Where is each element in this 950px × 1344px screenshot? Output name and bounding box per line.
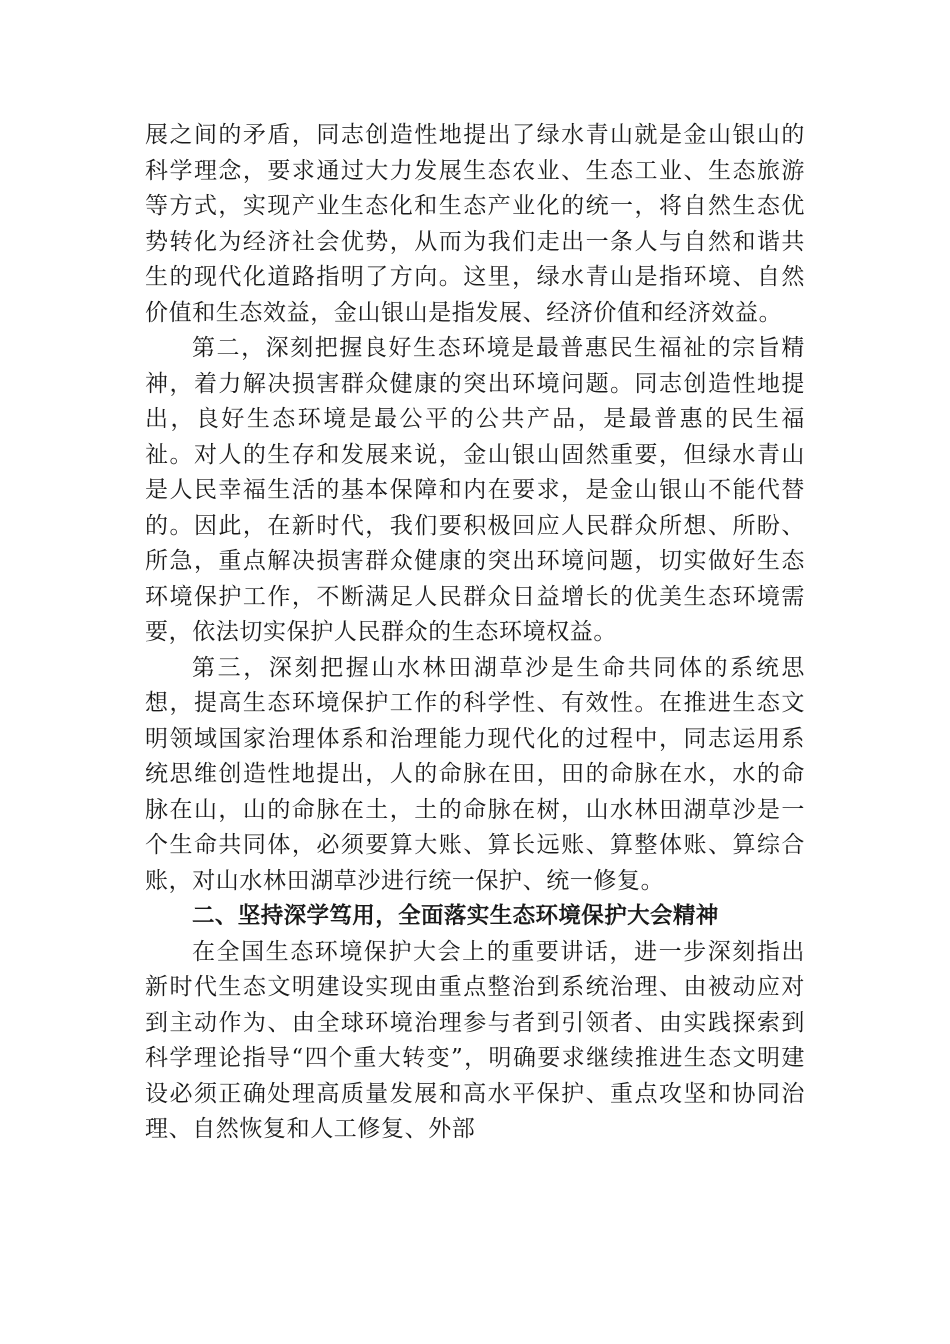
section-heading: 二、坚持深学笃用，全面落实生态环境保护大会精神	[192, 903, 719, 929]
document-page	[145, 118, 805, 1148]
paragraph-continuation: 展之间的矛盾，同志创造性地提出了绿水青山就是金山银山的科学理念，要求通过大力发展生态农业、生态工业、生态旅游等方式，实现产业生态化和生态产业化的统一，将自然生态优势转化为经济社会优势，从而为我们走出一条人与自然和谐共生的现代化道路指明了方向。这里，绿水青山是指环境、自然价值和生态效益，金山银山是指发展、经济价值和经济效益。	[145, 122, 805, 326]
paragraph-section-two-intro: 在全国生态环境保护大会上的重要讲话，进一步深刻指出新时代生态文明建设实现由重点整治到系统治理、由被动应对到主动作为、由全球环境治理参与者到引领者、由实践探索到科学理论指导“四个重大转变”，明确要求继续推进生态文明建设必须正确处理高质量发展和高水平保护、重点攻坚和协同治理、自然恢复和人工修复、外部	[145, 938, 805, 1142]
paragraph-third-point: 第三，深刻把握山水林田湖草沙是生命共同体的系统思想，提高生态环境保护工作的科学性、有效性。在推进生态文明领域国家治理体系和治理能力现代化的过程中，同志运用系统思维创造性地提出，人的命脉在田，田的命脉在水，水的命脉在山，山的命脉在土，土的命脉在树，山水林田湖草沙是一个生命共同体，必须要算大账、算长远账、算整体账、算综合账，对山水林田湖草沙进行统一保护、统一修复。	[145, 654, 805, 894]
paragraph-second-point: 第二，深刻把握良好生态环境是最普惠民生福祉的宗旨精神，着力解决损害群众健康的突出环境问题。同志创造性地提出，良好生态环境是最公平的公共产品，是最普惠的民生福祉。对人的生存和发展来说，金山银山固然重要，但绿水青山是人民幸福生活的基本保障和内在要求，是金山银山不能代替的。因此，在新时代，我们要积极回应人民群众所想、所盼、所急，重点解决损害群众健康的突出环境问题，切实做好生态环境保护工作，不断满足人民群众日益增长的优美生态环境需要，依法切实保护人民群众的生态环境权益。	[145, 335, 805, 645]
